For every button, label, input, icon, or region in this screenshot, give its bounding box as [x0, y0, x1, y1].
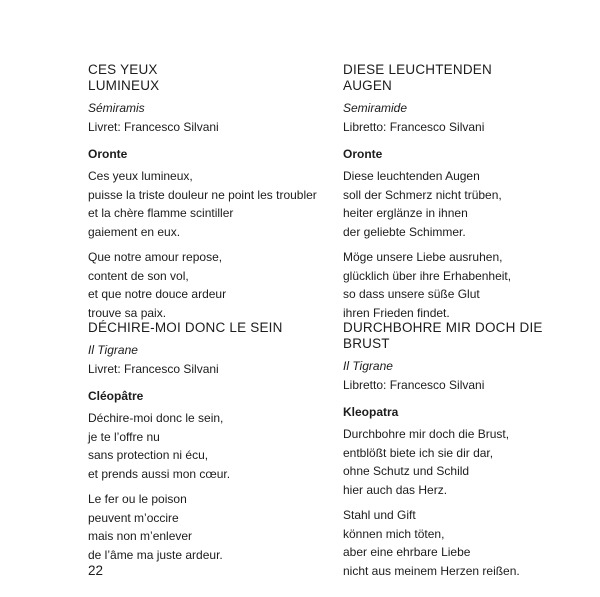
verse-line: je te l’offre nu: [88, 429, 160, 444]
verse-line: et la chère flamme scintiller: [88, 206, 234, 220]
opera-title: Sémiramis: [88, 101, 145, 115]
aria-section-dechire-moi: [88, 320, 338, 571]
verse-line: Stahl und Gift: [343, 508, 416, 522]
aria-section-diese-leuchtenden: [343, 62, 593, 329]
libretto-credit: Livret: Francesco Silvani: [88, 120, 219, 134]
stanza: [343, 167, 593, 241]
stanza: [88, 490, 338, 564]
stanza: [88, 167, 338, 241]
verse-line: heiter erglänze in ihnen: [343, 206, 468, 220]
verse-line: et prends aussi mon cœur.: [88, 466, 231, 481]
verse-line: aber eine ehrbare Liebe: [343, 545, 471, 559]
verse-line: et que notre douce ardeur: [88, 287, 227, 301]
character-name: Cléopâtre: [88, 389, 144, 403]
verse-line: Que notre amour repose,: [88, 250, 223, 264]
stanza: [343, 425, 593, 499]
opera-title: Il Tigrane: [343, 359, 393, 373]
stanza: [343, 506, 593, 580]
verse-line: content de son vol,: [88, 268, 189, 283]
stanza: [88, 248, 338, 322]
verse-line: ohne Schutz und Schild: [343, 464, 470, 478]
libretto-credit: Libretto: Francesco Silvani: [343, 120, 485, 134]
verse-line: entblößt biete ich sie dir dar,: [343, 445, 494, 460]
stanza: [88, 409, 338, 483]
verse-line: glücklich über ihre Erhabenheit,: [343, 268, 512, 283]
verse-line: trouve sa paix.: [88, 305, 167, 320]
stanza: [343, 248, 593, 322]
aria-title: CES YEUX LUMINEUX: [88, 62, 160, 93]
aria-title: DIESE LEUCHTENDEN AUGEN: [343, 62, 492, 93]
verse-line: Durchbohre mir doch die Brust,: [343, 427, 510, 441]
character-name: Oronte: [343, 147, 383, 161]
verse-line: soll der Schmerz nicht trüben,: [343, 187, 502, 202]
verse-line: so dass unsere süße Glut: [343, 287, 480, 301]
verse-line: sans protection ni écu,: [88, 448, 209, 462]
aria-title: DURCHBOHRE MIR DOCH DIE BRUST: [343, 320, 543, 351]
character-name: Kleopatra: [343, 405, 399, 419]
verse-line: gaiement en eux.: [88, 224, 181, 239]
aria-section-durchbohre: [343, 320, 593, 587]
verse-line: Le fer ou le poison: [88, 492, 187, 506]
libretto-credit: Livret: Francesco Silvani: [88, 362, 219, 376]
verse-line: Ces yeux lumineux,: [88, 169, 193, 183]
verse-line: Möge unsere Liebe ausruhen,: [343, 250, 503, 264]
verse-line: ihren Frieden findet.: [343, 305, 450, 320]
verse-line: Diese leuchtenden Augen: [343, 169, 480, 183]
verse-line: puisse la triste douleur ne point les troubler: [88, 187, 317, 202]
verse-line: mais non m’enlever: [88, 529, 193, 543]
aria-title: DÉCHIRE-MOI DONC LE SEIN: [88, 320, 283, 335]
opera-title: Semiramide: [343, 101, 408, 115]
aria-section-ces-yeux: [88, 62, 338, 329]
character-name: Oronte: [88, 147, 128, 161]
verse-line: hier auch das Herz.: [343, 482, 448, 497]
verse-line: de l’âme ma juste ardeur.: [88, 547, 223, 562]
verse-line: peuvent m’occire: [88, 510, 179, 525]
libretto-credit: Libretto: Francesco Silvani: [343, 378, 485, 392]
opera-title: Il Tigrane: [88, 343, 138, 357]
verse-line: der geliebte Schimmer.: [343, 224, 466, 239]
page-number: 22: [88, 563, 104, 578]
verse-line: können mich töten,: [343, 526, 445, 541]
verse-line: Déchire-moi donc le sein,: [88, 411, 224, 425]
verse-line: nicht aus meinem Herzen reißen.: [343, 563, 520, 578]
